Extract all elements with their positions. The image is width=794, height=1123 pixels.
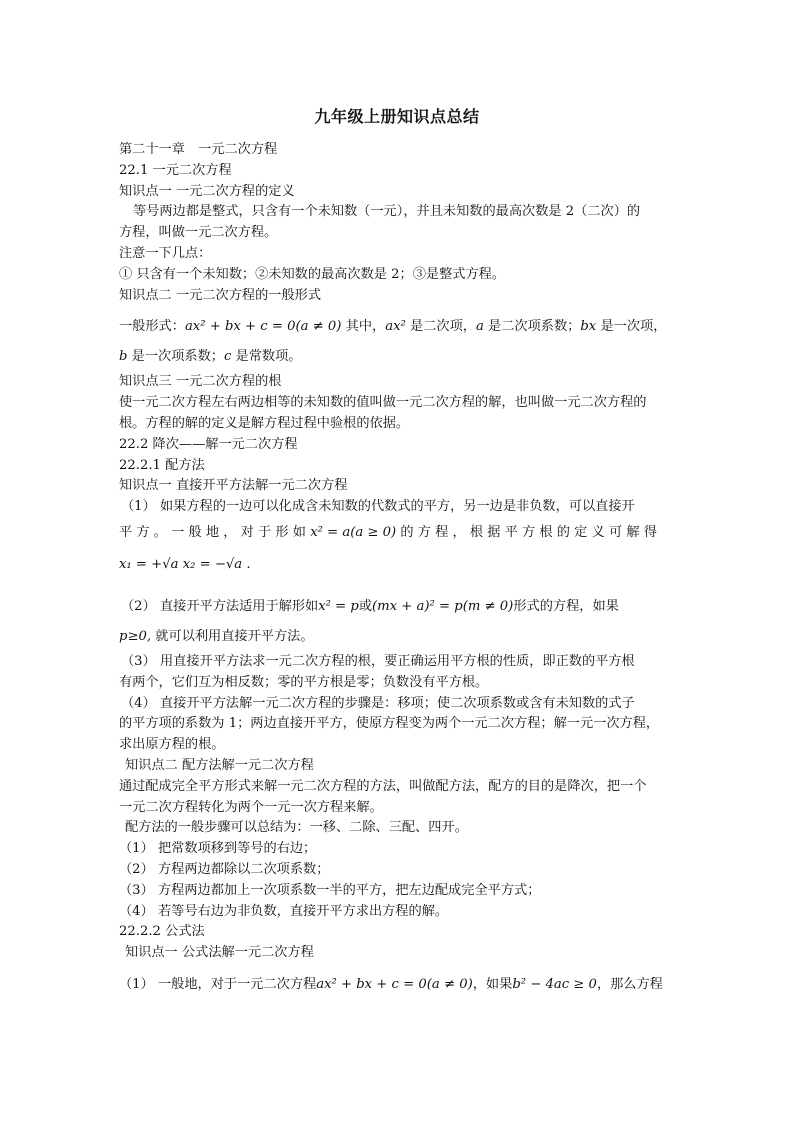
paragraph-line: 通过配成完全平方形式来解一元二次方程的方法，叫做配方法，配方的目的是降次，把一个 <box>119 778 647 794</box>
paragraph-line <box>119 592 675 622</box>
general-form-line <box>119 342 675 372</box>
knowledge-point-heading: 知识点一 一元二次方程的定义 <box>119 183 295 199</box>
formula: ax² + bx + c = 0(a ≠ 0) <box>184 319 342 335</box>
step-item: （4） 若等号右边为非负数，直接开平方求出方程的解。 <box>119 903 449 919</box>
formula: p≥0, <box>119 628 152 644</box>
paragraph-line: 注意一下几点： <box>119 245 212 261</box>
formula: c <box>223 349 232 365</box>
text-span: 的 方 程 ， 根 据 平 方 根 的 定 义 可 解 得 <box>400 524 657 540</box>
paragraph-line <box>119 622 675 652</box>
text-span: 其中， <box>341 319 386 335</box>
step-item: （3） 方程两边都加上一次项系数一半的平方，把左边配成完全平方式； <box>119 882 541 898</box>
formula: x² = p <box>318 598 359 614</box>
paragraph-line: （3） 用直接开平方法求一元二次方程的根，要正确运用平方根的性质，即正数的平方根 <box>121 653 635 669</box>
text-span: （2） 直接开平方法适用于解形如 <box>121 598 319 614</box>
paragraph-line: 求出原方程的根。 <box>119 737 225 753</box>
paragraph-line: 等号两边都是整式，只含有一个未知数（一元），并且未知数的最高次数是 2（二次）的 <box>133 204 641 220</box>
paragraph-line: （4） 直接开平方法解一元二次方程的步骤是：移项；使二次项系数或含有未知数的式子 <box>121 695 635 711</box>
text-span: 一般形式： <box>119 319 185 335</box>
step-item: （2） 方程两边都除以二次项系数； <box>119 861 330 877</box>
section-heading: 22.2 降次——解一元二次方程 <box>119 436 298 452</box>
formula: x² = a(a ≥ 0) <box>310 524 397 540</box>
roots-line <box>119 548 675 582</box>
formula: bx <box>580 319 597 335</box>
paragraph-line: 的平方项的系数为 1；两边直接开平方，使原方程变为两个一元二次方程；解一元一次方程， <box>119 716 660 732</box>
formula: ax² <box>385 319 406 335</box>
text-span: 形式的方程，如果 <box>513 598 619 614</box>
paragraph-line: 使一元二次方程左右两边相等的未知数的值叫做一元二次方程的解，也叫做一元二次方程的 <box>119 395 647 411</box>
knowledge-point-heading: 知识点一 直接开平方法解一元二次方程 <box>119 478 348 494</box>
formula: (mx + a)² = p(m ≠ 0) <box>372 598 514 614</box>
paragraph-line: ① 只含有一个未知数；②未知数的最高次数是 2；③是整式方程。 <box>119 266 506 282</box>
formula: x₂ = −√a <box>182 556 243 572</box>
document-title: 九年级上册知识点总结 <box>314 107 480 126</box>
paragraph-line: 一元二次方程转化为两个一元一次方程来解。 <box>119 799 383 815</box>
text-span: 是一次项系数； <box>127 349 224 365</box>
document-page <box>119 106 675 1000</box>
text-span: 是一次项， <box>596 319 667 335</box>
formula: b <box>119 349 128 365</box>
text-span: . <box>246 556 251 572</box>
knowledge-point-heading: 知识点二 一元二次方程的一般形式 <box>119 287 322 303</box>
paragraph-line: 有两个，它们互为相反数；零的平方根是零；负数没有平方根。 <box>119 674 489 690</box>
step-item: （1） 把常数项移到等号的右边； <box>119 841 317 857</box>
text-span: 是二次项， <box>405 319 476 335</box>
paragraph-line: （1） 如果方程的一边可以化成含未知数的代数式的平方，另一边是非负数，可以直接开 <box>121 499 635 515</box>
paragraph-line <box>119 518 675 548</box>
formula: x₁ = +√a <box>119 556 179 572</box>
text-span: 是常数项。 <box>231 349 302 365</box>
general-form-line <box>119 312 675 342</box>
text-span: 就可以利用直接开平方法。 <box>151 628 314 644</box>
text-span: 平 方 。 一 般 地 ， 对 于 形 如 <box>119 524 306 540</box>
formula: b² − 4ac ≥ 0 <box>512 976 597 992</box>
paragraph-line: 配方法的一般步骤可以总结为：一移、二除、三配、四开。 <box>125 820 468 836</box>
knowledge-point-heading: 知识点三 一元二次方程的根 <box>119 374 282 390</box>
text-span: 或 <box>358 598 373 614</box>
knowledge-point-heading: 知识点二 配方法解一元二次方程 <box>125 757 314 773</box>
knowledge-point-heading: 知识点一 公式法解一元二次方程 <box>125 945 314 961</box>
formula: a <box>475 319 484 335</box>
paragraph-line <box>119 970 675 1000</box>
text-span: ，那么方程 <box>596 976 663 992</box>
formula: ax² + bx + c = 0(a ≠ 0) <box>316 976 473 992</box>
chapter-heading: 第二十一章 一元二次方程 <box>119 142 278 157</box>
paragraph-line: 方程，叫做一元二次方程。 <box>119 225 278 241</box>
text-span: （1） 一般地，对于一元二次方程 <box>119 976 317 992</box>
subsection-heading: 22.2.1 配方法 <box>119 457 205 473</box>
subsection-heading: 22.2.2 公式法 <box>119 924 205 940</box>
text-span: 是二次项系数； <box>483 319 581 335</box>
paragraph-line: 根。方程的解的定义是解方程过程中验根的依据。 <box>119 415 410 431</box>
section-heading: 22.1 一元二次方程 <box>119 162 232 178</box>
text-span: ，如果 <box>472 976 513 992</box>
